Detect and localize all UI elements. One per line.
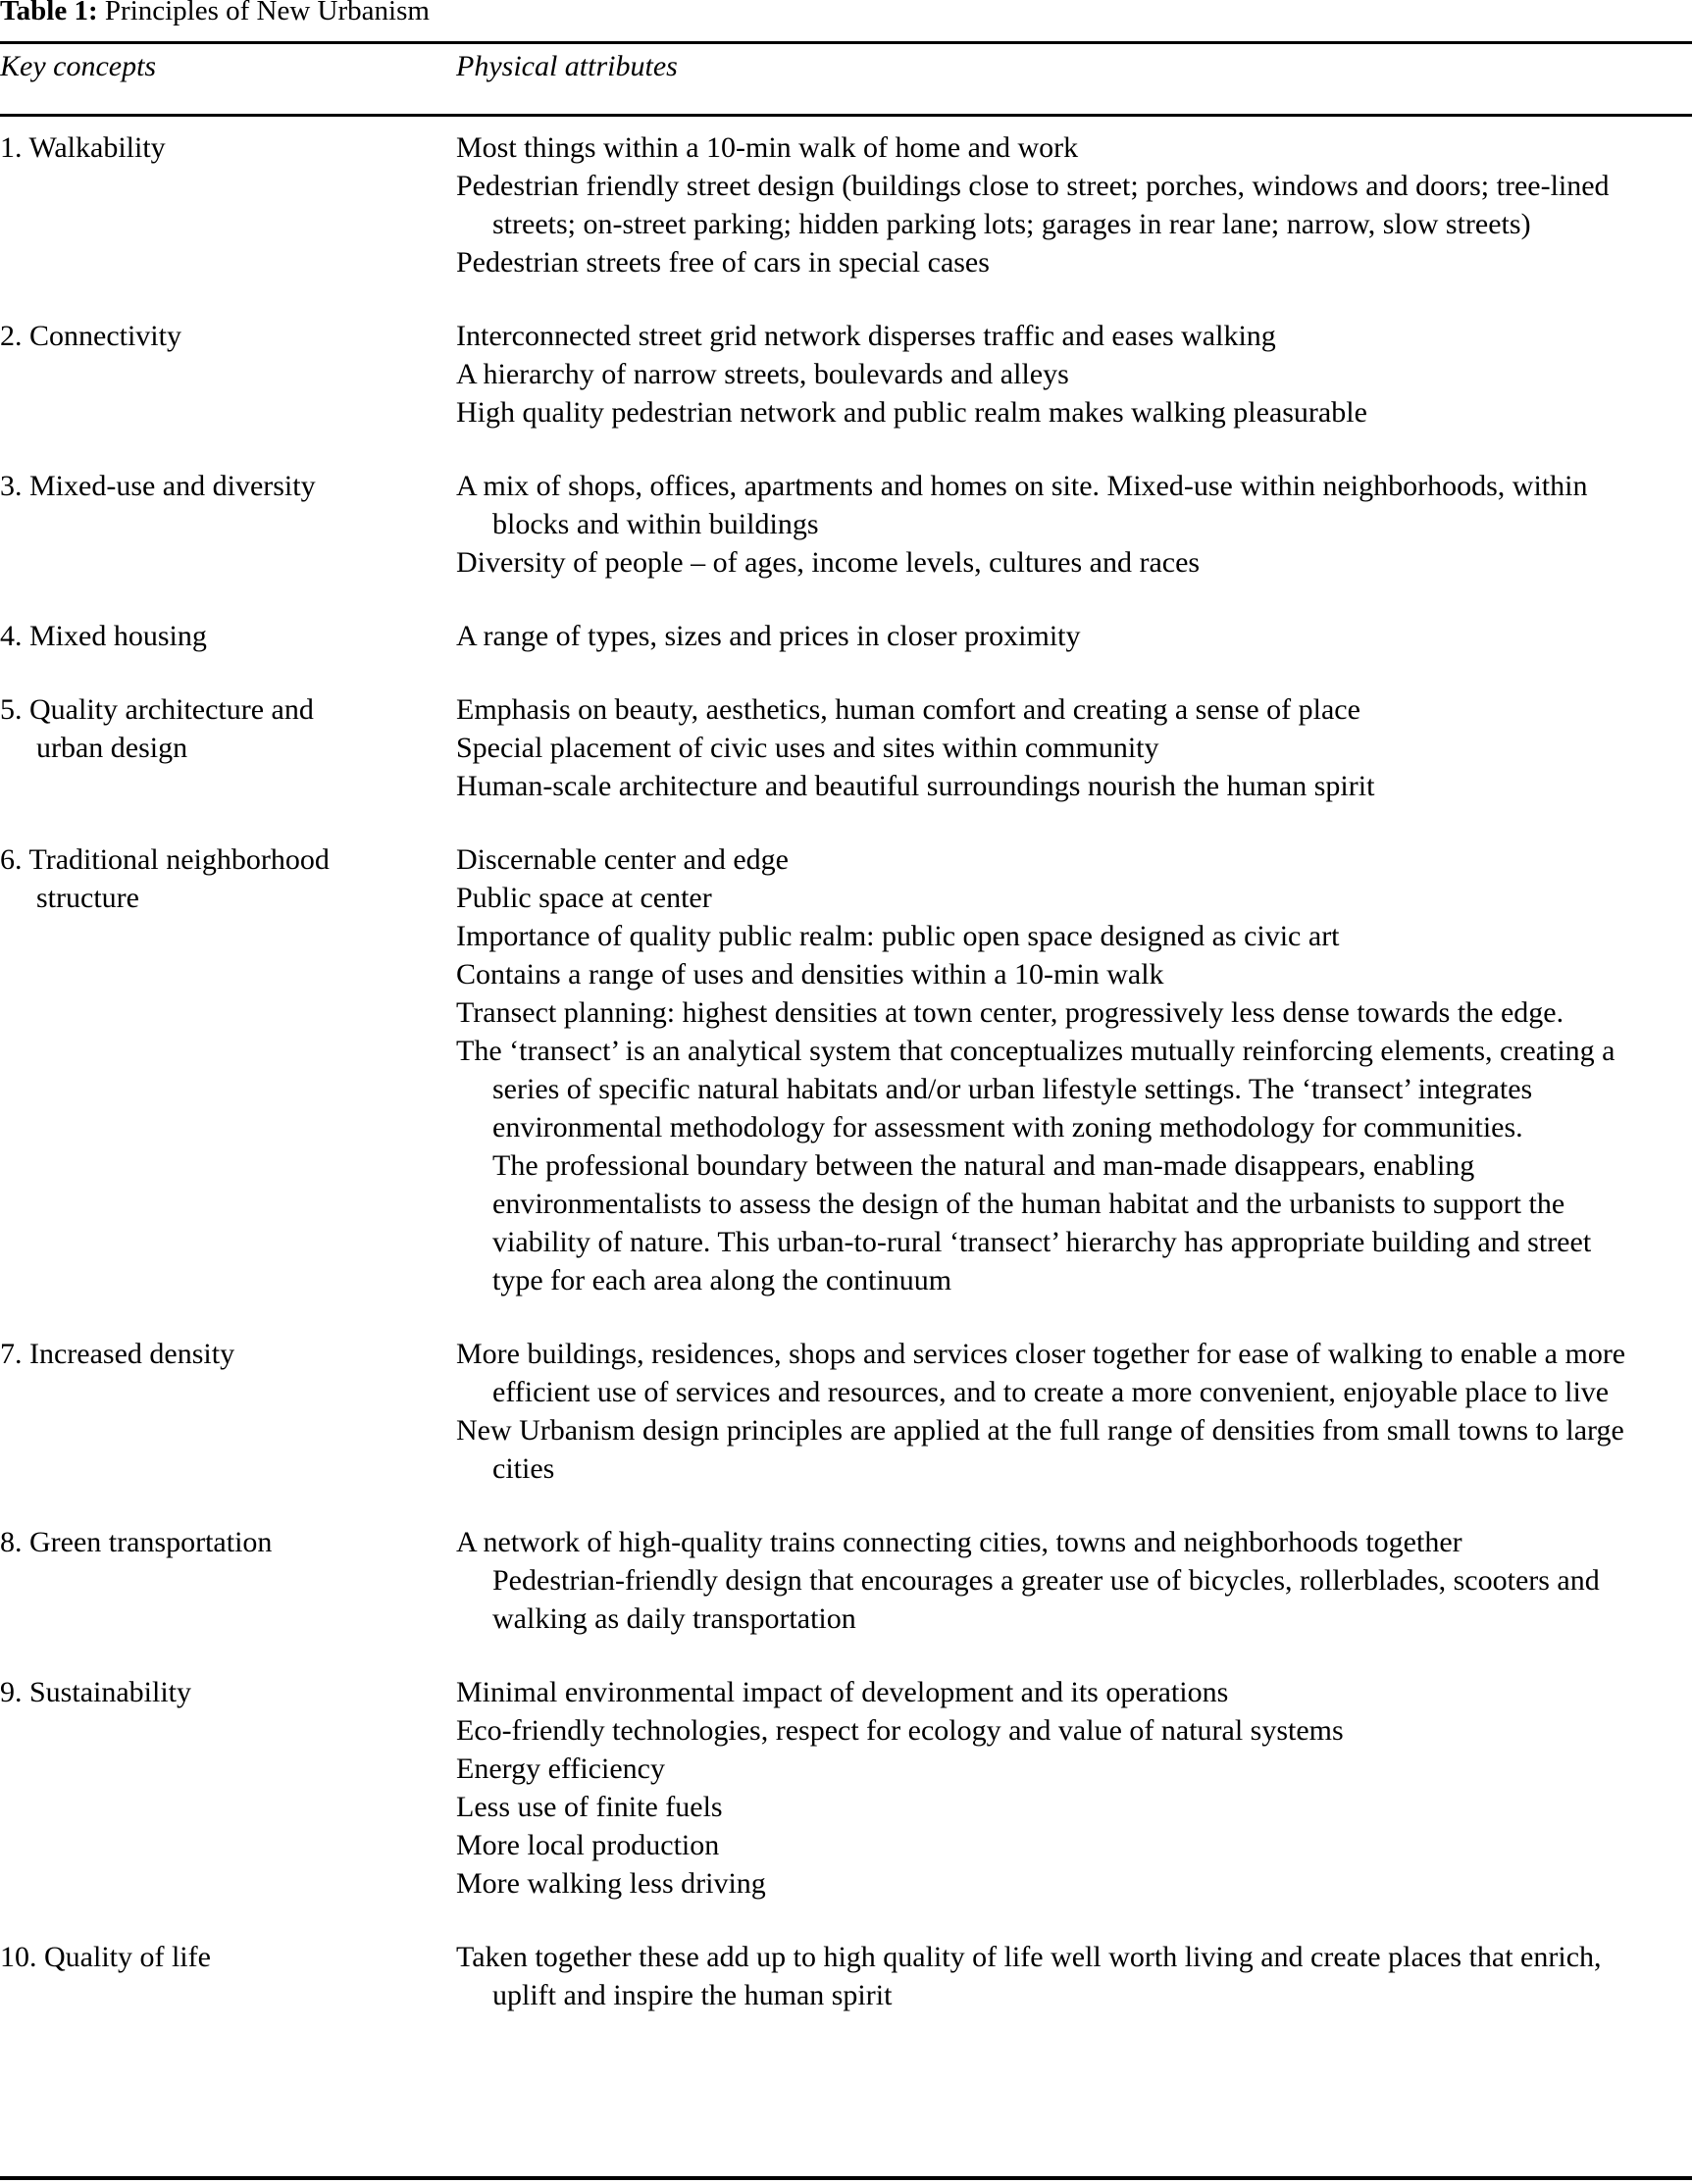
cell-key-concept <box>0 840 456 917</box>
physical-attribute-line: Interconnected street grid network disperses traffic and eases walking <box>456 320 1276 352</box>
row-spacer <box>0 1299 1692 1335</box>
physical-attribute-line: uplift and inspire the human spirit <box>492 1979 893 2011</box>
key-concept-line: 7. Increased density <box>0 1338 235 1370</box>
key-concept-line: 3. Mixed-use and diversity <box>0 470 316 502</box>
physical-attribute-line: Eco-friendly technologies, respect for ecology and value of natural systems <box>456 1714 1344 1747</box>
key-concept-line: 6. Traditional neighborhood <box>0 843 330 876</box>
table-caption-text: Principles of New Urbanism <box>104 0 430 26</box>
physical-attribute-line: Transect planning: highest densities at town center, progressively less dense towards the edge. <box>456 996 1564 1029</box>
physical-attribute-line: efficient use of services and resources, and to create a more convenient, enjoyable place to live <box>492 1376 1610 1408</box>
physical-attribute-line: Special placement of civic uses and sites within community <box>456 732 1159 764</box>
row-spacer <box>0 281 1692 317</box>
cell-physical-attributes <box>456 1335 1692 1488</box>
physical-attribute-line: A range of types, sizes and prices in closer proximity <box>456 620 1081 652</box>
cell-physical-attributes <box>456 317 1692 432</box>
row-spacer <box>0 582 1692 617</box>
physical-attribute-line: A hierarchy of narrow streets, boulevards and alleys <box>456 358 1069 390</box>
cell-key-concept <box>0 1673 456 1711</box>
table-row <box>0 690 1692 805</box>
key-concept-line: 2. Connectivity <box>0 320 181 352</box>
physical-attribute-line: streets; on-street parking; hidden parking lots; garages in rear lane; narrow, slow streets) <box>492 208 1531 240</box>
physical-attribute-line: Emphasis on beauty, aesthetics, human comfort and creating a sense of place <box>456 693 1360 726</box>
column-header-physical-attributes: Physical attributes <box>456 50 678 82</box>
row-spacer <box>0 805 1692 840</box>
physical-attribute-line: Energy efficiency <box>456 1752 665 1785</box>
physical-attribute-line: More walking less driving <box>456 1867 766 1900</box>
physical-attribute-line: Importance of quality public realm: public open space designed as civic art <box>456 920 1340 952</box>
cell-key-concept <box>0 128 456 167</box>
cell-physical-attributes <box>456 467 1692 582</box>
physical-attribute-line: viability of nature. This urban-to-rural ‘transect’ hierarchy has appropriate building and street <box>492 1226 1592 1258</box>
cell-physical-attributes <box>456 690 1692 805</box>
physical-attribute-line: Pedestrian friendly street design (buildings close to street; porches, windows and doors; tree-lined <box>456 170 1610 202</box>
key-concept-line: urban design <box>36 732 188 764</box>
physical-attribute-line: Discernable center and edge <box>456 843 789 876</box>
physical-attribute-line: Human-scale architecture and beautiful surroundings nourish the human spirit <box>456 770 1375 802</box>
key-concept-line: 1. Walkability <box>0 131 166 164</box>
cell-key-concept <box>0 1523 456 1561</box>
row-spacer <box>0 655 1692 690</box>
cell-physical-attributes <box>456 617 1692 655</box>
physical-attribute-line: Pedestrian-friendly design that encourages a greater use of bicycles, rollerblades, scooters and <box>492 1564 1600 1597</box>
table-row <box>0 1938 1692 2014</box>
cell-key-concept <box>0 317 456 355</box>
table-row <box>0 128 1692 281</box>
table-row <box>0 617 1692 655</box>
column-header-key-concepts: Key concepts <box>0 50 157 82</box>
row-spacer <box>0 1638 1692 1673</box>
key-concept-line: 10. Quality of life <box>0 1941 211 1973</box>
cell-key-concept <box>0 467 456 505</box>
physical-attribute-line: blocks and within buildings <box>492 508 819 540</box>
cell-physical-attributes <box>456 1523 1692 1638</box>
physical-attribute-line: More local production <box>456 1829 720 1861</box>
physical-attribute-line: Most things within a 10-min walk of home and work <box>456 131 1079 164</box>
physical-attribute-line: A network of high-quality trains connecting cities, towns and neighborhoods together <box>456 1526 1462 1558</box>
physical-attribute-line: series of specific natural habitats and/or urban lifestyle settings. The ‘transect’ integrates <box>492 1073 1533 1105</box>
physical-attribute-line: Less use of finite fuels <box>456 1791 723 1823</box>
physical-attribute-line: Contains a range of uses and densities within a 10-min walk <box>456 958 1164 990</box>
physical-attribute-line: Pedestrian streets free of cars in special cases <box>456 246 990 279</box>
physical-attribute-line: The ‘transect’ is an analytical system that conceptualizes mutually reinforcing elements, creating a <box>456 1035 1615 1067</box>
physical-attribute-line: type for each area along the continuum <box>492 1264 952 1296</box>
row-spacer <box>0 432 1692 467</box>
table-row <box>0 840 1692 1299</box>
key-concept-line: 9. Sustainability <box>0 1676 191 1708</box>
table-row <box>0 1673 1692 1903</box>
cell-physical-attributes <box>456 1673 1692 1903</box>
key-concept-line: 8. Green transportation <box>0 1526 273 1558</box>
physical-attribute-line: More buildings, residences, shops and services closer together for ease of walking to enable a more <box>456 1338 1626 1370</box>
physical-attribute-line: cities <box>492 1452 555 1485</box>
cell-key-concept <box>0 617 456 655</box>
physical-attribute-line: Minimal environmental impact of development and its operations <box>456 1676 1229 1708</box>
table-caption <box>0 0 1692 29</box>
physical-attribute-line: Diversity of people – of ages, income levels, cultures and races <box>456 546 1201 579</box>
table-header-row <box>0 49 1692 94</box>
table-row <box>0 467 1692 582</box>
cell-key-concept <box>0 1335 456 1373</box>
row-spacer <box>0 1903 1692 1938</box>
table-row <box>0 1523 1692 1638</box>
row-spacer <box>0 1488 1692 1523</box>
physical-attribute-line: Taken together these add up to high quality of life well worth living and create places that enrich, <box>456 1941 1602 1973</box>
physical-attribute-line: environmental methodology for assessment with zoning methodology for communities. <box>492 1111 1523 1143</box>
table-row <box>0 317 1692 432</box>
physical-attribute-line: High quality pedestrian network and public realm makes walking pleasurable <box>456 396 1367 429</box>
key-concept-line: 4. Mixed housing <box>0 620 207 652</box>
physical-attribute-line: environmentalists to assess the design of the human habitat and the urbanists to support the <box>492 1188 1565 1220</box>
table-body <box>0 128 1692 2014</box>
physical-attribute-line: A mix of shops, offices, apartments and homes on site. Mixed-use within neighborhoods, within <box>456 470 1588 502</box>
physical-attribute-line: walking as daily transportation <box>492 1602 856 1635</box>
table-caption-label: Table 1: <box>0 0 98 26</box>
physical-attribute-line: Public space at center <box>456 882 712 914</box>
cell-key-concept <box>0 690 456 767</box>
table-rule-header <box>0 114 1692 117</box>
table-row <box>0 1335 1692 1488</box>
table-rule-top <box>0 41 1692 44</box>
cell-physical-attributes <box>456 1938 1692 2014</box>
cell-physical-attributes <box>456 840 1692 1299</box>
cell-physical-attributes <box>456 128 1692 281</box>
physical-attribute-line: New Urbanism design principles are applied at the full range of densities from small towns to large <box>456 1414 1624 1447</box>
cell-key-concept <box>0 1938 456 1976</box>
key-concept-line: structure <box>36 882 139 914</box>
physical-attribute-line: The professional boundary between the natural and man-made disappears, enabling <box>492 1149 1475 1182</box>
key-concept-line: 5. Quality architecture and <box>0 693 314 726</box>
table-rule-bottom <box>0 2176 1692 2180</box>
